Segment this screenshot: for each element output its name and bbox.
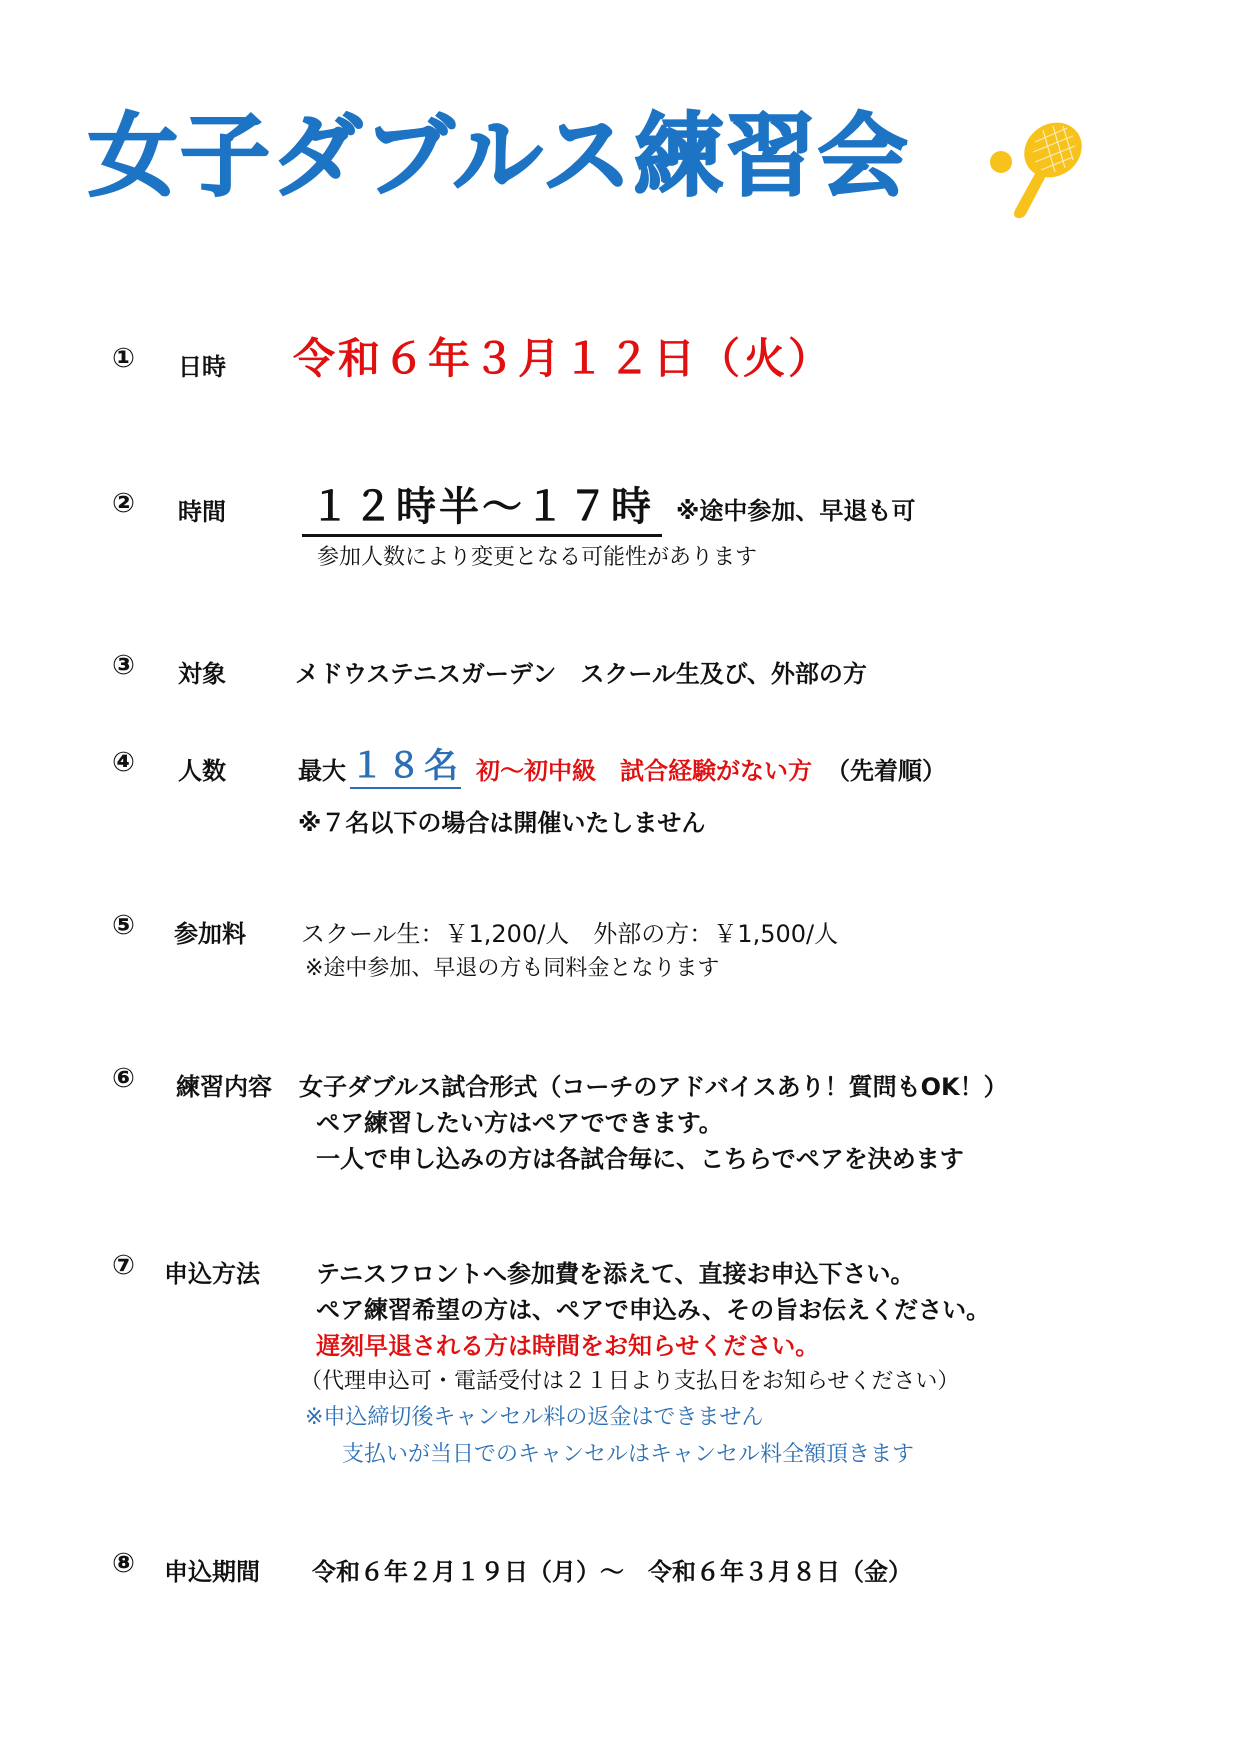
content-line: ペア練習したい方はペアでできます。 xyxy=(316,1109,723,1137)
item-number: ⑤ xyxy=(112,910,135,941)
capacity-level: 初～初中級 試合経験がない方 xyxy=(476,757,812,785)
capacity-note: ※７名以下の場合は開催いたしません xyxy=(298,809,706,837)
capacity-order: （先着順） xyxy=(826,757,946,785)
target-label: 対象 xyxy=(178,660,226,688)
fee-note: ※途中参加、早退の方も同料金となります xyxy=(305,956,720,981)
item-number: ② xyxy=(112,488,135,519)
time-label: 時間 xyxy=(178,498,226,526)
item-number: ⑥ xyxy=(112,1063,135,1094)
content-label: 練習内容 xyxy=(176,1073,272,1101)
target-value: メドウステニスガーデン スクール生及び、外部の方 xyxy=(295,660,867,688)
content-line: 女子ダブルス試合形式（コーチのアドバイスあり！質問もOK！） xyxy=(299,1073,1008,1101)
date-label: 日時 xyxy=(178,353,226,381)
apply-proxy-note: （代理申込可・電話受付は２１日より支払日をお知らせください） xyxy=(300,1369,960,1394)
item-number: ④ xyxy=(112,747,135,778)
item-number: ③ xyxy=(112,650,135,681)
item-number: ⑧ xyxy=(112,1548,135,1579)
time-note: ※途中参加、早退も可 xyxy=(676,497,916,525)
apply-line: テニスフロントへ参加費を添えて、直接お申込下さい。 xyxy=(316,1260,915,1288)
content-line: 一人で申し込みの方は各試合毎に、こちらでペアを決めます xyxy=(316,1145,964,1173)
period-value: 令和６年２月１９日（月）～ 令和６年３月８日（金） xyxy=(312,1558,912,1586)
item-number: ⑦ xyxy=(112,1250,135,1281)
cancel-fee-note: 支払いが当日でのキャンセルはキャンセル料全額頂きます xyxy=(342,1442,915,1467)
cancel-note: ※申込締切後キャンセル料の返金はできません xyxy=(305,1405,764,1430)
period-label: 申込期間 xyxy=(164,1558,260,1586)
event-time: １２時半～１７時 xyxy=(302,475,662,537)
fee-label: 参加料 xyxy=(174,920,246,948)
page-title: 女子ダブルス練習会 xyxy=(88,104,910,209)
item-number: ① xyxy=(112,343,135,374)
capacity-label: 人数 xyxy=(178,757,226,785)
apply-label: 申込方法 xyxy=(164,1260,260,1288)
capacity-prefix: 最大 xyxy=(298,757,346,785)
apply-line: ペア練習希望の方は、ペアで申込み、その旨お伝えください。 xyxy=(316,1296,991,1324)
apply-late-note: 遅刻早退される方は時間をお知らせください。 xyxy=(316,1332,820,1360)
event-date: 令和６年３月１２日（火） xyxy=(293,334,834,383)
tennis-racket-ball-icon xyxy=(985,112,1090,222)
capacity-count: １８名 xyxy=(350,738,461,789)
fee-value: スクール生：￥1,200/人 外部の方：￥1,500/人 xyxy=(301,920,839,948)
time-sub-note: 参加人数により変更となる可能性があります xyxy=(317,545,758,570)
